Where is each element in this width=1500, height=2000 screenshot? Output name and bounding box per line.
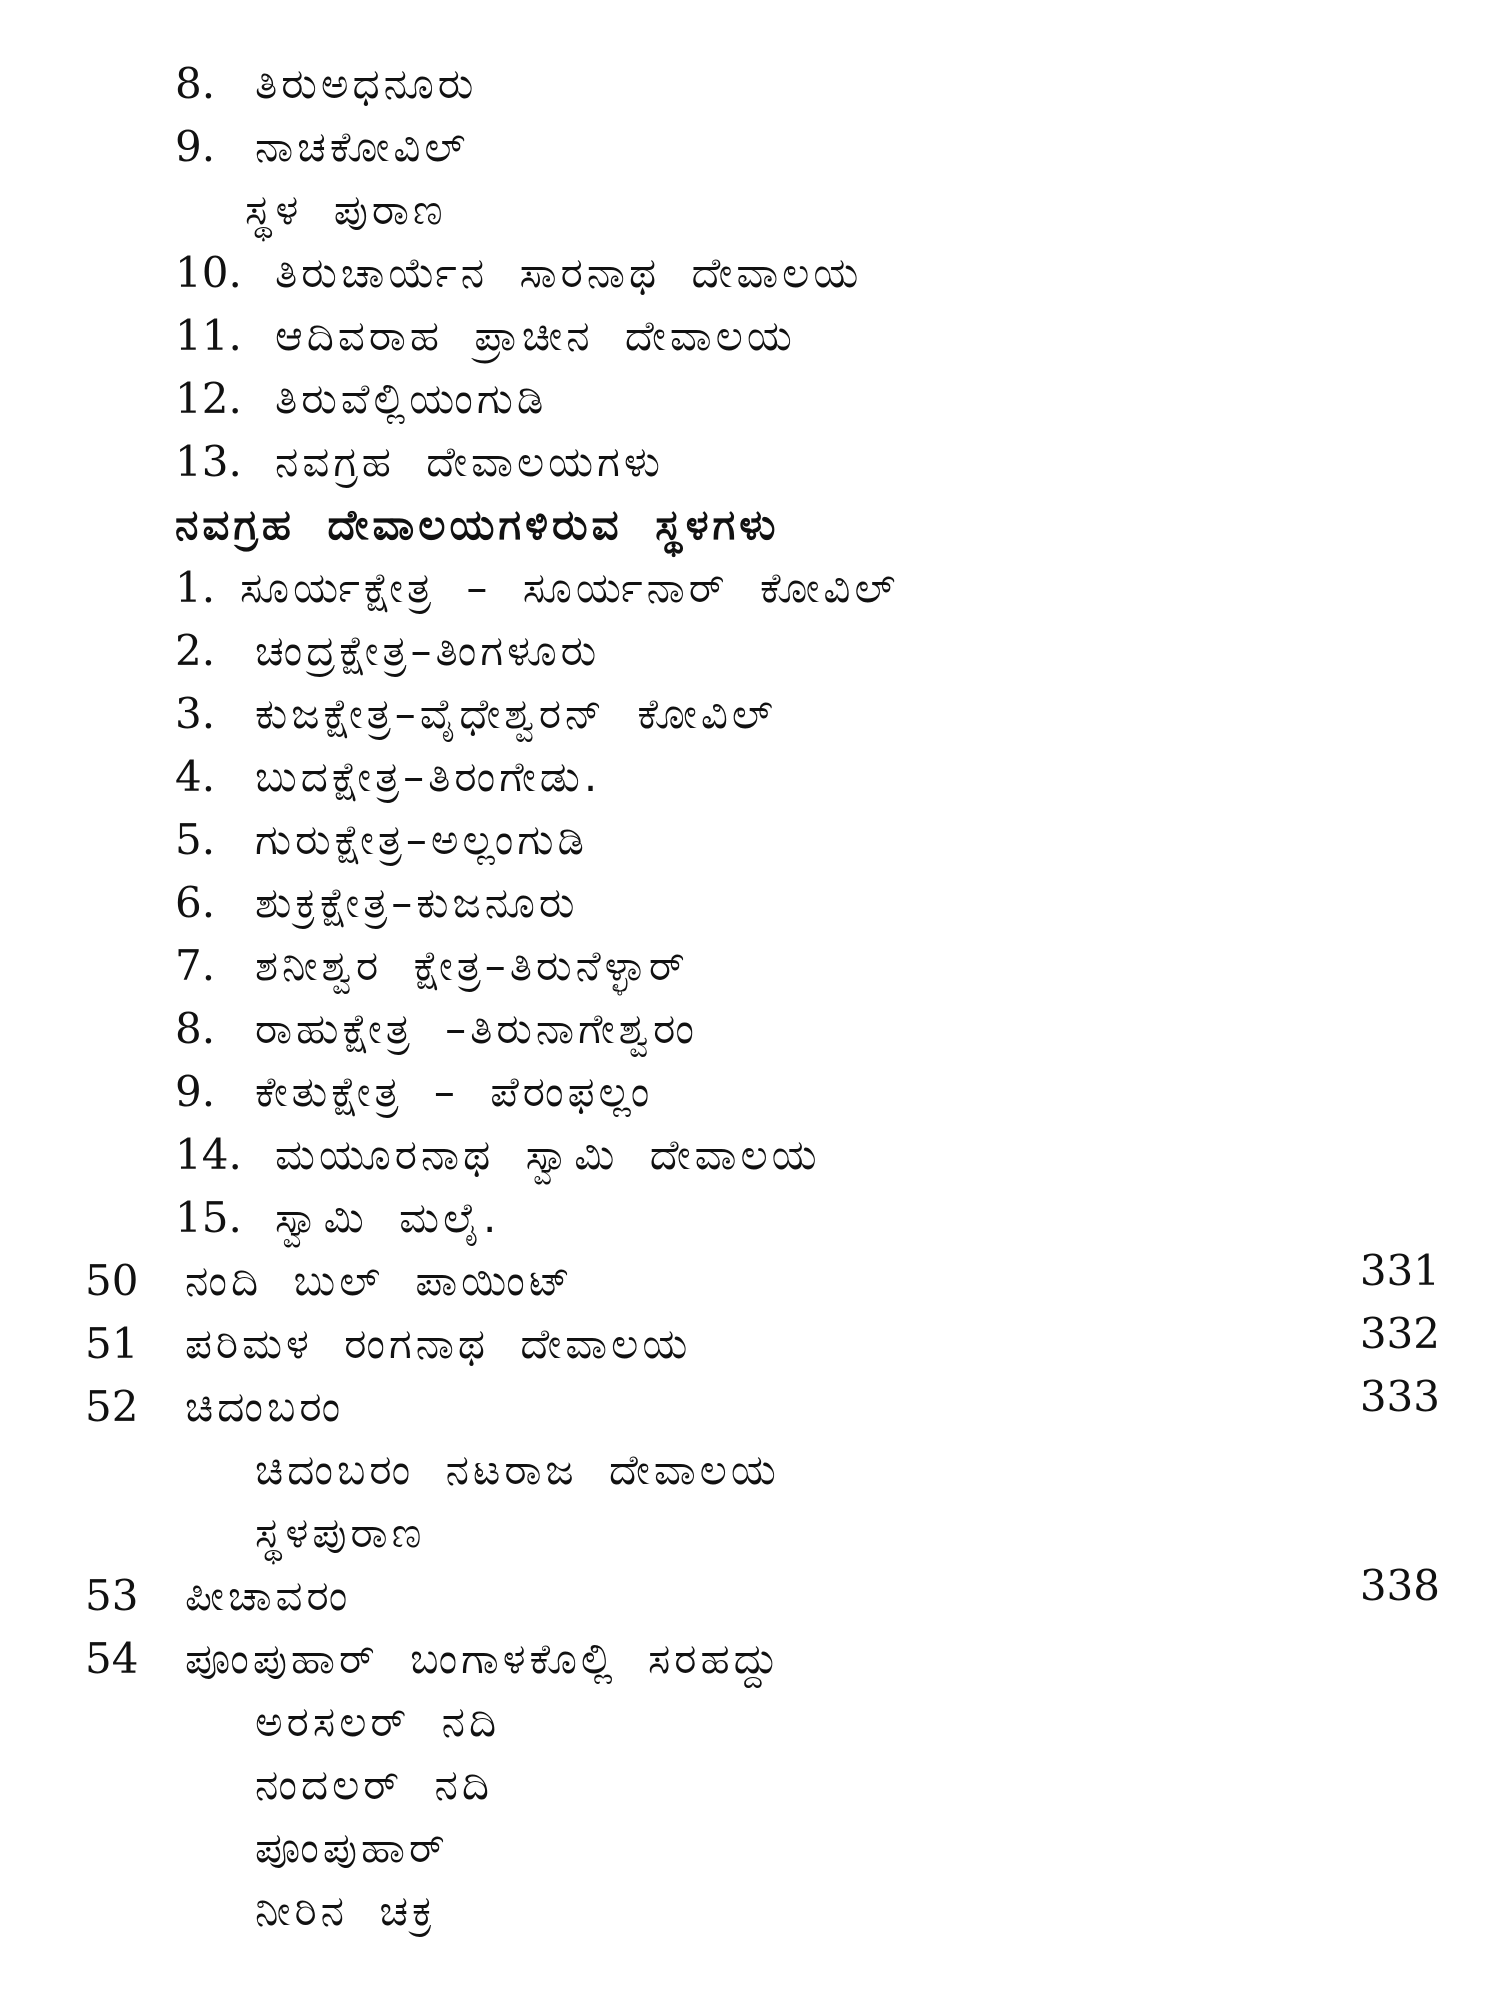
toc-entry	[0, 1246, 1500, 1313]
entry-number: 50	[85, 1256, 139, 1305]
item-number: 5.	[175, 815, 216, 864]
list-item	[0, 682, 1500, 746]
item-number: 11.	[175, 311, 242, 360]
item-number: 10.	[175, 248, 242, 297]
entry-title: ಚಿದಂಬರಂ	[185, 1382, 345, 1431]
entry-title: ಪೀಚಾವರಂ	[185, 1571, 352, 1620]
toc-subentry	[0, 1753, 1500, 1817]
heading-text: ನವಗ್ರಹ ದೇವಾಲಯಗಳಿರುವ ಸ್ಥಳಗಳು	[175, 500, 780, 549]
item-number: 9.	[175, 122, 216, 171]
subentry-text: ಅರಸಲರ್ ನದಿ	[255, 1697, 501, 1746]
item-number: 7.	[175, 941, 216, 990]
list-item	[0, 115, 1500, 179]
item-text: ಕೇತುಕ್ಷೇತ್ರ – ಪೆರಂಫಲ್ಲಂ	[255, 1067, 654, 1116]
item-text: ರಾಹುಕ್ಷೇತ್ರ –ತಿರುನಾಗೇಶ್ವರಂ	[255, 1004, 698, 1053]
item-number: 8.	[175, 59, 216, 108]
list-item	[0, 808, 1500, 872]
item-text: ಬುದಕ್ಷೇತ್ರ–ತಿರಂಗೇಡು.	[255, 752, 602, 801]
list-item	[0, 430, 1500, 494]
list-item	[0, 241, 1500, 305]
list-item	[0, 1186, 1500, 1250]
subentry-text: ಚಿದಂಬರಂ ನಟರಾಜ ದೇವಾಲಯ	[255, 1445, 780, 1494]
item-number: 8.	[175, 1004, 216, 1053]
list-item	[0, 745, 1500, 809]
list-item	[0, 871, 1500, 935]
subentry-text: ನಂದಲರ್ ನದಿ	[255, 1760, 493, 1809]
item-text: ತಿರುಚಾರ್ಯೆನ ಸಾರನಾಥ ದೇವಾಲಯ	[275, 248, 863, 297]
item-number: 1.	[175, 563, 216, 612]
item-number: 3.	[175, 689, 216, 738]
page-number: 338	[1359, 1561, 1440, 1610]
section-heading	[0, 493, 1500, 557]
toc-subentry	[0, 1690, 1500, 1754]
list-subitem	[0, 178, 1500, 242]
item-text: ನಾಚಕೋವಿಲ್	[255, 122, 470, 171]
item-text: ತಿರುವೆಲ್ಲಿಯಂಗುಡಿ	[275, 374, 548, 423]
item-text: ಶುಕ್ರಕ್ಷೇತ್ರ–ಕುಜನೂರು	[255, 878, 579, 927]
item-text: ಸ್ವಾಮಿ ಮಲೈ.	[275, 1193, 501, 1242]
item-number: 9.	[175, 1067, 216, 1116]
subentry-text: ಸ್ಥಳಪುರಾಣ	[255, 1508, 426, 1557]
entry-number: 53	[85, 1571, 139, 1620]
toc-entry	[0, 1627, 1500, 1691]
list-item	[0, 619, 1500, 683]
list-item	[0, 556, 1500, 620]
toc-subentry	[0, 1438, 1500, 1502]
item-text: ಮಯೂರನಾಥ ಸ್ವಾಮಿ ದೇವಾಲಯ	[275, 1130, 821, 1179]
item-text: ಚಂದ್ರಕ್ಷೇತ್ರ–ತಿಂಗಳೂರು	[255, 626, 601, 675]
toc-entry	[0, 1309, 1500, 1376]
entry-number: 51	[85, 1319, 139, 1368]
page-number: 333	[1359, 1372, 1440, 1421]
list-item	[0, 934, 1500, 998]
item-number: 4.	[175, 752, 216, 801]
list-item	[0, 367, 1500, 431]
list-item	[0, 1060, 1500, 1124]
item-text: ಗುರುಕ್ಷೇತ್ರ–ಅಲ್ಲಂಗುಡಿ	[255, 815, 588, 864]
list-item	[0, 304, 1500, 368]
toc-entry	[0, 1561, 1500, 1628]
item-number: 15.	[175, 1193, 242, 1242]
toc-subentry	[0, 1879, 1500, 1943]
entry-number: 54	[85, 1634, 139, 1683]
subitem-text: ಸ್ಥಳ ಪುರಾಣ	[245, 185, 447, 234]
entry-title: ಪರಿಮಳ ರಂಗನಾಥ ದೇವಾಲಯ	[185, 1319, 692, 1368]
item-number: 2.	[175, 626, 216, 675]
item-number: 12.	[175, 374, 242, 423]
subentry-text: ಪೂಂಪುಹಾರ್	[255, 1823, 449, 1872]
entry-number: 52	[85, 1382, 139, 1431]
item-text: ತಿರುಅಧನೂರು	[255, 59, 478, 108]
page-number: 331	[1359, 1246, 1440, 1295]
item-text: ಶನೀಶ್ವರ ಕ್ಷೇತ್ರ–ತಿರುನೆಳ್ಳಾರ್	[255, 941, 689, 990]
item-number: 13.	[175, 437, 242, 486]
item-text: ನವಗ್ರಹ ದೇವಾಲಯಗಳು	[275, 437, 665, 486]
item-text: ಆದಿವರಾಹ ಪ್ರಾಚೀನ ದೇವಾಲಯ	[275, 311, 796, 360]
list-item	[0, 997, 1500, 1061]
toc-entry	[0, 1372, 1500, 1439]
entry-title: ಪೂಂಪುಹಾರ್ ಬಂಗಾಳಕೊಲ್ಲಿ ಸರಹದ್ದು	[185, 1634, 782, 1683]
item-number: 6.	[175, 878, 216, 927]
item-text: ಕುಜಕ್ಷೇತ್ರ–ವೈಧೇಶ್ವರನ್ ಕೋವಿಲ್	[255, 689, 777, 738]
toc-subentry	[0, 1501, 1500, 1565]
entry-title: ನಂದಿ ಬುಲ್ ಪಾಯಿಂಟ್	[185, 1256, 574, 1305]
toc-subentry	[0, 1816, 1500, 1880]
list-item	[0, 52, 1500, 116]
item-text: ಸೂರ್ಯಕ್ಷೇತ್ರ – ಸೂರ್ಯನಾರ್ ಕೋವಿಲ್	[240, 563, 900, 612]
list-item	[0, 1123, 1500, 1187]
subentry-text: ನೀರಿನ ಚಕ್ರ	[255, 1886, 437, 1935]
page-number: 332	[1359, 1309, 1440, 1358]
item-number: 14.	[175, 1130, 242, 1179]
